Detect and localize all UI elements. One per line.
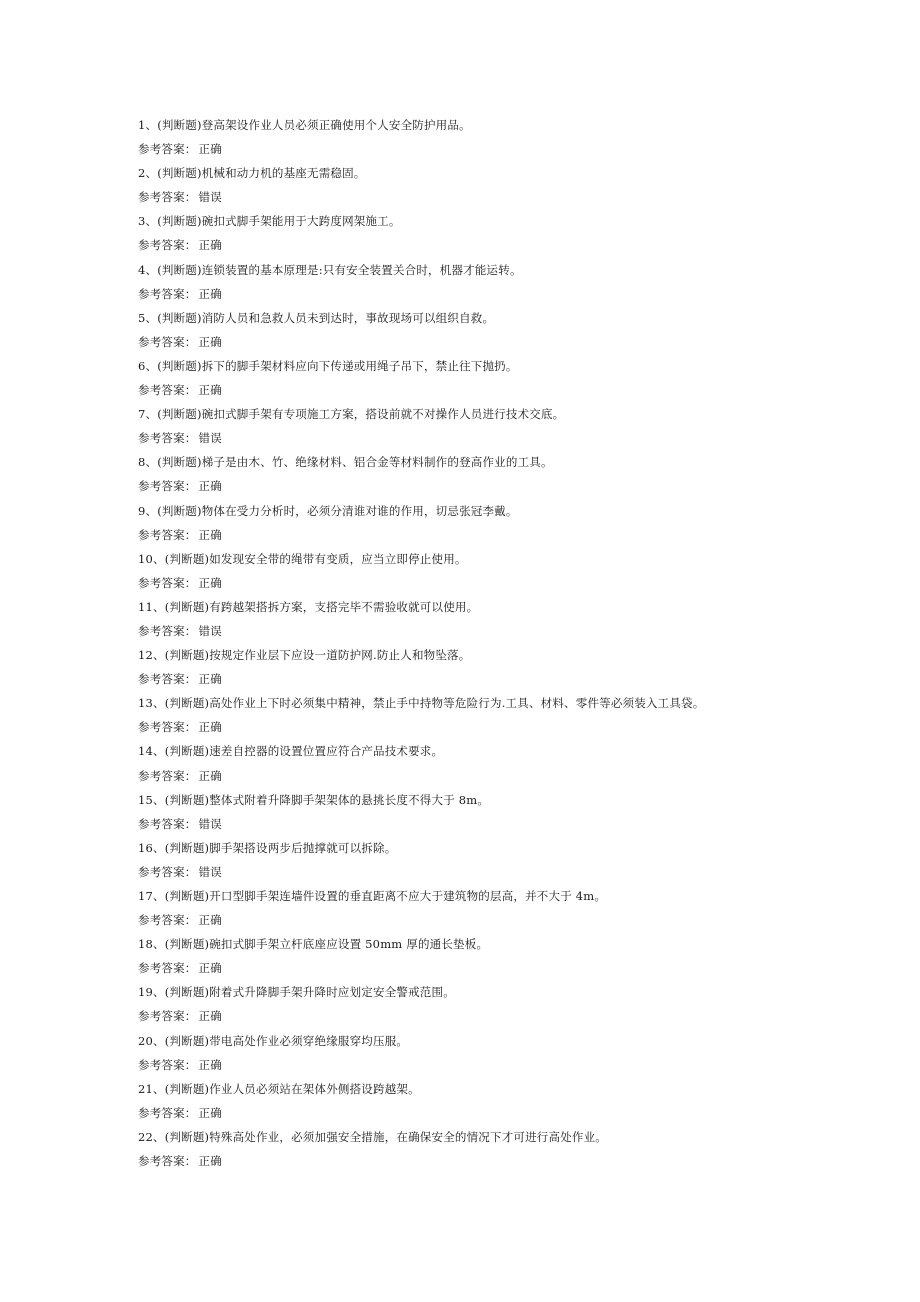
answer-value: 正确 [198,961,222,976]
answer-label: 参考答案： [138,720,197,735]
question-text: 19、(判断题)附着式升降脚手架升降时应划定安全警戒范围。 [138,985,455,1000]
question-text: 14、(判断题)速差自控器的设置位置应符合产品技术要求。 [138,744,444,759]
question-item [138,209,878,257]
question-text: 18、(判断题)碗扣式脚手架立杆底座应设置 50mm 厚的通长垫板。 [138,937,489,952]
question-item [138,932,878,980]
answer-value: 错误 [198,623,222,638]
answer-line [138,812,878,836]
question-list [138,113,878,1173]
question-item [138,691,878,739]
answer-value: 正确 [198,1057,222,1072]
answer-label: 参考答案： [138,1105,197,1120]
question-text: 1、(判断题)登高架设作业人员必须正确使用个人安全防护用品。 [138,118,471,132]
question-item [138,1077,878,1125]
answer-value: 错误 [198,816,222,831]
question-item [138,836,878,884]
document-page [138,113,878,1173]
answer-line [138,956,878,980]
question-item [138,450,878,498]
question-item [138,161,878,209]
question-item [138,884,878,932]
answer-label: 参考答案： [138,383,197,398]
answer-label: 参考答案： [138,961,197,976]
answer-label: 参考答案： [138,334,197,349]
question-item [138,113,878,161]
question-item [138,643,878,691]
answer-label: 参考答案： [138,479,197,494]
question-item [138,1125,878,1173]
question-item [138,547,878,595]
question-text: 20、(判断题)带电高处作业必须穿绝缘服穿均压服。 [138,1033,409,1048]
answer-line [138,474,878,498]
answer-line [138,1004,878,1028]
answer-value: 正确 [198,575,222,590]
answer-line [138,523,878,547]
answer-value: 正确 [198,238,222,253]
answer-label: 参考答案： [138,768,197,783]
question-text: 12、(判断题)按规定作业层下应设一道防护网.防止人和物坠落。 [138,648,471,663]
answer-label: 参考答案： [138,623,197,638]
question-text: 21、(判断题)作业人员必须站在架体外侧搭设跨越架。 [138,1081,420,1096]
answer-value: 正确 [198,672,222,687]
answer-value: 正确 [198,1154,222,1169]
question-item [138,1029,878,1077]
answer-value: 错误 [198,190,222,205]
answer-line [138,233,878,257]
answer-line [138,619,878,643]
answer-value: 正确 [198,1105,222,1120]
answer-line [138,330,878,354]
answer-line [138,1053,878,1077]
answer-value: 正确 [198,1009,222,1024]
answer-value: 正确 [198,286,222,301]
answer-line [138,764,878,788]
answer-line [138,137,878,161]
question-text: 22、(判断题)特殊高处作业，必须加强安全措施，在确保安全的情况下才可进行高处作业。 [138,1129,608,1144]
answer-value: 正确 [198,383,222,398]
answer-line [138,1101,878,1125]
question-text: 4、(判断题)连锁装置的基本原理是:只有安全装置关合时，机器才能运转。 [138,262,522,277]
question-item [138,258,878,306]
question-item [138,402,878,450]
question-item [138,499,878,547]
question-item [138,354,878,402]
answer-line [138,282,878,306]
answer-label: 参考答案： [138,238,197,253]
answer-line [138,715,878,739]
question-item [138,306,878,354]
answer-label: 参考答案： [138,816,197,831]
question-text: 16、(判断题)脚手架搭设两步后抛撑就可以拆除。 [138,840,397,855]
question-text: 3、(判断题)碗扣式脚手架能用于大跨度网架施工。 [138,214,401,229]
answer-value: 正确 [198,142,222,157]
answer-line [138,185,878,209]
question-text: 5、(判断题)消防人员和急救人员未到达时，事故现场可以组织自救。 [138,310,495,325]
question-item [138,980,878,1028]
answer-value: 正确 [198,527,222,542]
answer-label: 参考答案： [138,1009,197,1024]
question-text: 2、(判断题)机械和动力机的基座无需稳固。 [138,166,366,181]
question-text: 13、(判断题)高处作业上下时必须集中精神，禁止手中持物等危险行为.工具、材料、零件等必须装入工具袋。 [138,696,705,711]
question-item [138,739,878,787]
answer-label: 参考答案： [138,142,197,157]
question-text: 15、(判断题)整体式附着升降脚手架架体的悬挑长度不得大于 8m。 [138,792,490,807]
answer-label: 参考答案： [138,431,197,446]
question-item [138,595,878,643]
question-text: 6、(判断题)拆下的脚手架材料应向下传递或用绳子吊下，禁止往下抛扔。 [138,358,518,373]
question-text: 8、(判断题)梯子是由木、竹、绝缘材料、铝合金等材料制作的登高作业的工具。 [138,455,553,470]
answer-line [138,667,878,691]
answer-label: 参考答案： [138,190,197,205]
question-text: 10、(判断题)如发现安全带的绳带有变质，应当立即停止使用。 [138,551,467,566]
answer-value: 正确 [198,479,222,494]
answer-value: 错误 [198,431,222,446]
answer-value: 正确 [198,913,222,928]
answer-label: 参考答案： [138,864,197,879]
answer-line [138,426,878,450]
question-item [138,788,878,836]
answer-value: 正确 [198,334,222,349]
answer-value: 正确 [198,720,222,735]
answer-value: 正确 [198,768,222,783]
answer-line [138,571,878,595]
question-text: 7、(判断题)碗扣式脚手架有专项施工方案，搭设前就不对操作人员进行技术交底。 [138,407,565,422]
question-text: 9、(判断题)物体在受力分析时，必须分清谁对谁的作用，切忌张冠李戴。 [138,503,518,518]
question-text: 17、(判断题)开口型脚手架连墙件设置的垂直距离不应大于建筑物的层高，并不大于 4m。 [138,889,607,903]
answer-label: 参考答案： [138,913,197,928]
answer-label: 参考答案： [138,672,197,687]
answer-value: 错误 [198,864,222,879]
answer-label: 参考答案： [138,286,197,301]
question-text: 11、(判断题)有跨越架搭拆方案，支搭完毕不需验收就可以使用。 [138,599,479,614]
answer-line [138,908,878,932]
answer-line [138,860,878,884]
answer-label: 参考答案： [138,1154,197,1169]
answer-line [138,1149,878,1173]
answer-label: 参考答案： [138,527,197,542]
answer-label: 参考答案： [138,1057,197,1072]
answer-label: 参考答案： [138,575,197,590]
answer-line [138,378,878,402]
